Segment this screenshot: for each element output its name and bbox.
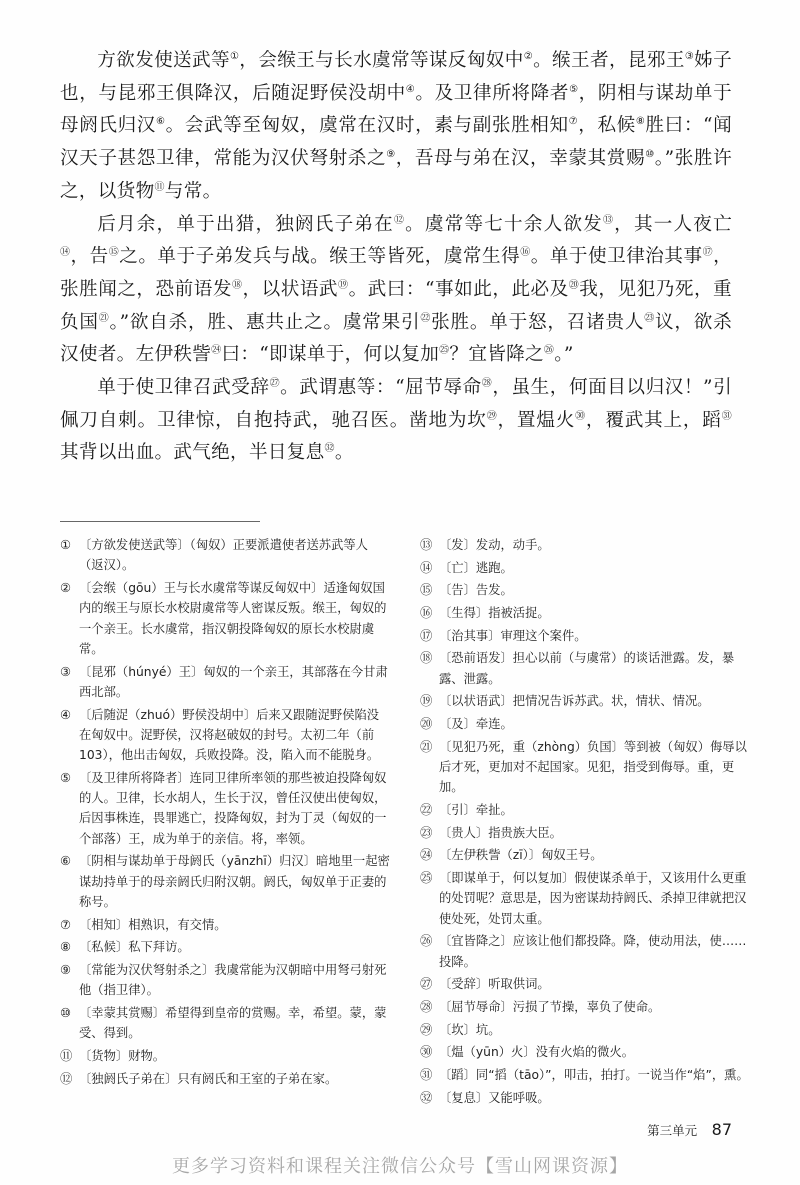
- footnote-text: 〔发〕发动，动手。: [439, 538, 550, 552]
- paragraph-1: [60, 45, 732, 209]
- footnote-text: 〔左伊秩訾（zī）〕匈奴王号。: [439, 848, 603, 863]
- footnote-item: [420, 603, 755, 623]
- footnote-text: 〔见犯乃死，重（zhòng）负国〕等到被（匈奴）侮辱以后才死，更加对不起国家。见犯，指受到侮辱。重，更加。: [439, 739, 747, 795]
- footnote-text: 〔坎〕坑。: [439, 1022, 501, 1037]
- footnote-item: [60, 768, 390, 849]
- footnote-number: ㉖: [420, 934, 433, 949]
- note-reference: ㉕: [439, 345, 450, 357]
- text-segment: 。”张胜许之，以货物: [60, 148, 733, 202]
- footnote-item: [420, 1020, 755, 1040]
- note-reference: ⑪: [154, 181, 165, 193]
- footnote-divider: [60, 521, 260, 522]
- footnote-text: 〔方欲发使送武等〕（匈奴）正要派遣使者送苏武等人（返汉）。: [79, 538, 368, 573]
- text-segment: 。虞常等七十余人欲发: [405, 213, 603, 235]
- footnote-item: [60, 851, 390, 912]
- footnote-item: [420, 1065, 755, 1085]
- footnote-item: [60, 1003, 390, 1044]
- footnote-item: [420, 558, 755, 578]
- note-reference: ②: [523, 50, 534, 62]
- footnote-text: 〔贵人〕指贵族大臣。: [439, 825, 562, 840]
- text-segment: ？宜皆降之: [449, 344, 544, 366]
- footnote-text: 〔生得〕指被活捉。: [439, 606, 550, 621]
- text-segment: 张胜。单于怒，召诸贵人: [431, 311, 645, 333]
- footnote-number: ⑥: [60, 854, 72, 869]
- text-segment: 。及卫律所将降者: [415, 82, 570, 104]
- text-segment: ，张胜闻之，恐前语发: [60, 246, 733, 300]
- footnote-number: ②: [60, 580, 72, 595]
- note-reference: ⑨: [386, 148, 396, 160]
- note-reference: ㉑: [98, 312, 110, 324]
- text-segment: 。会武等至匈奴，虞常在汉时，素与副张胜相知: [165, 115, 569, 137]
- note-reference: ㉗: [269, 377, 281, 389]
- footnote-item: [420, 800, 755, 820]
- text-segment: ，覆武其上，蹈: [585, 409, 722, 431]
- footnote-item: [60, 915, 390, 935]
- text-segment: 后月余，单于出猎，独阏氏子弟在: [97, 213, 394, 235]
- note-reference: ⑤: [569, 83, 579, 95]
- footnote-item: [420, 691, 755, 711]
- text-segment: ，以状语武: [242, 278, 339, 300]
- footnote-item: [420, 868, 755, 929]
- text-segment: ，吾母与弟在汉，幸蒙其赏赐: [395, 148, 646, 170]
- text-segment: 。: [334, 442, 354, 464]
- footnote-number: ㉘: [420, 1000, 433, 1015]
- text-segment: 我，见犯乃死，重负国: [60, 278, 732, 333]
- footnote-text: 〔后随浞（zhuó）野侯没胡中〕后来又跟随浞野侯陷没在匈奴中。浞野侯，汉将赵破奴的封号。太初二年（前103），他出击匈奴，兵败投降。没，陷入而不能脱身。: [79, 707, 380, 763]
- note-reference: ③: [684, 50, 695, 62]
- text-segment: ，虽生，何面目以归汉！”引佩刀自刺。卫律惊，自抱持武，驰召医。凿地为坎: [60, 377, 732, 431]
- footnote-text: 〔及卫律所将降者〕连同卫律所率领的那些被迫投降匈奴的人。卫律，长水胡人，生长于汉，曾任汉使出使匈奴，后因事株连，畏罪逃亡，投降匈奴，封为丁灵（匈奴的一个部落）王，成为单于的亲信。将，率领。: [79, 770, 387, 846]
- main-text: [60, 45, 732, 470]
- text-segment: 胜曰：“闻汉天子甚怨卫律，常能为汉伏弩射杀之: [60, 115, 733, 170]
- footnote-text: 〔及〕牵连。: [439, 717, 513, 732]
- footnote-item: [60, 1046, 390, 1066]
- note-reference: ⑲: [338, 279, 349, 291]
- footnote-text: 〔告〕告发。: [439, 583, 513, 598]
- footnote-text: 〔会缑（gōu）王与长水虞常等谋反匈奴中〕适逢匈奴国内的缑王与原长水校尉虞常等人密谋反叛。缑王，匈奴的一个亲王。长水虞常，指汉朝投降匈奴的原长水校尉虞常。: [79, 580, 387, 656]
- footnote-text: 〔私候〕私下拜访。: [79, 940, 190, 955]
- note-reference: ㉚: [575, 410, 586, 422]
- footnote-text: 〔复息〕又能呼吸。: [439, 1090, 550, 1105]
- footnote-number: ㉜: [420, 1090, 433, 1105]
- footnote-number: ㉔: [420, 848, 433, 863]
- footnote-text: 〔货物〕财物。: [79, 1049, 166, 1064]
- text-segment: ，私候: [578, 115, 636, 137]
- note-reference: ㉔: [211, 345, 222, 357]
- note-reference: ⑯: [520, 247, 531, 259]
- text-segment: 。”欲自杀，胜、惠共止之。虞常果引: [109, 311, 421, 333]
- footnote-number: ④: [60, 707, 72, 722]
- footnote-item: [420, 737, 755, 798]
- note-reference: ⑫: [393, 214, 406, 226]
- footnote-item: [420, 997, 755, 1017]
- footnote-number: ㉑: [420, 739, 433, 754]
- footnote-item: [420, 648, 755, 689]
- unit-label: 第三单元: [647, 1123, 698, 1138]
- footnote-text: 〔常能为汉伏弩射杀之〕我虞常能为汉朝暗中用弩弓射死他（指卫律）。: [79, 963, 387, 998]
- footnote-text: 〔宜皆降之〕应该让他们都投降。降，使动用法，使……投降。: [439, 934, 747, 969]
- footnote-number: ⑯: [420, 606, 433, 621]
- footnote-text: 〔独阏氏子弟在〕只有阏氏和王室的子弟在家。: [79, 1071, 338, 1086]
- text-segment: 曰：“即谋单于，何以复加: [221, 344, 440, 366]
- footnote-number: ①: [60, 538, 72, 552]
- footnote-item: [60, 535, 390, 576]
- footnote-item: [420, 823, 755, 843]
- text-segment: ，告: [70, 246, 109, 268]
- footnote-item: [60, 578, 390, 659]
- text-segment: ，置煴火: [497, 409, 576, 431]
- note-reference: ⑬: [602, 214, 615, 226]
- note-reference: ㉒: [420, 312, 432, 324]
- note-reference: ⑩: [645, 148, 655, 160]
- footnote-item: [420, 931, 755, 972]
- footnote-text: 〔阴相与谋劫单于母阏氏（yānzhī）归汉〕暗地里一起密谋劫持单于的母亲阏氏归附汉朝。阏氏，匈奴单于正妻的称号。: [79, 854, 390, 909]
- note-reference: ④: [405, 83, 416, 95]
- note-reference: ①: [229, 50, 240, 62]
- paragraph-2: [60, 209, 732, 373]
- footnote-number: ⑬: [420, 538, 433, 552]
- note-reference: ⑱: [231, 279, 243, 291]
- page-number: 87: [711, 1120, 732, 1139]
- footnote-number: ⑨: [60, 963, 72, 978]
- footnote-number: ⑪: [60, 1049, 73, 1064]
- text-segment: 单于使卫律召武受辞: [97, 377, 270, 399]
- text-segment: ，会缑王与长水虞常等谋反匈奴中: [239, 50, 524, 71]
- footnote-item: [60, 937, 390, 957]
- note-reference: ㉜: [324, 443, 335, 455]
- footnote-item: [420, 535, 755, 555]
- footnote-text: 〔引〕牵扯。: [439, 803, 513, 818]
- note-reference: ㉛: [721, 410, 733, 422]
- text-segment: 其背以出血。武气绝，半日复息: [60, 442, 325, 464]
- text-segment: 与常。: [164, 180, 222, 202]
- text-segment: 议，欲杀汉使者。左伊秩訾: [60, 311, 732, 366]
- footnote-number: ㉒: [420, 803, 433, 818]
- footnote-item: [60, 1069, 390, 1089]
- watermark-text: 更多学习资料和课程关注微信公众号【雪山网课资源】: [172, 1156, 628, 1177]
- footnote-text: 〔相知〕相熟识，有交情。: [79, 917, 227, 932]
- text-segment: 。武谓惠等：“屈节辱命: [280, 377, 482, 399]
- footnote-text: 〔治其事〕审理这个案件。: [439, 628, 587, 643]
- footnote-number: ⑤: [60, 770, 72, 785]
- footnote-text: 〔蹈〕同“搯（tāo）”，叩击，拍打。一说当作“焰”，熏。: [439, 1068, 749, 1083]
- footnote-item: [420, 845, 755, 865]
- footnote-number: ⑮: [420, 583, 433, 598]
- note-reference: ㉙: [486, 410, 498, 422]
- footnote-number: ③: [60, 664, 72, 679]
- footnote-item: [420, 714, 755, 734]
- footnote-number: ⑧: [60, 940, 72, 955]
- note-reference: ⑮: [108, 247, 120, 259]
- footnote-number: ㉓: [420, 825, 433, 840]
- footnote-text: 〔屈节辱命〕污损了节操，辜负了使命。: [439, 1000, 661, 1015]
- footnote-text: 〔煴（yūn）火〕没有火焰的微火。: [439, 1045, 635, 1060]
- footnote-number: ㉙: [420, 1022, 433, 1037]
- notes-right-column: [420, 535, 755, 1111]
- footnote-number: ⑦: [60, 917, 72, 932]
- footnote-text: 〔昆邪（húnyé）王〕匈奴的一个亲王，其部落在今甘肃西北部。: [79, 664, 388, 699]
- note-reference: ⑥: [155, 116, 166, 128]
- note-reference: ⑰: [702, 247, 714, 259]
- footnote-item: [420, 1042, 755, 1062]
- footnote-item: [60, 960, 390, 1001]
- note-reference: ㉘: [481, 377, 493, 389]
- footnote-number: ⑳: [420, 717, 433, 732]
- text-segment: 之。单于子弟发兵与战。缑王等皆死，虞常生得: [119, 246, 521, 268]
- footnote-text: 〔以状语武〕把情况告诉苏武。状，情状、情况。: [439, 694, 710, 709]
- notes-left-column: [60, 535, 390, 1091]
- text-segment: 。缑王者，昆邪王: [533, 50, 685, 71]
- footnote-number: ⑱: [420, 651, 433, 666]
- note-reference: ⑳: [568, 279, 580, 291]
- footnote-text: 〔幸蒙其赏赐〕希望得到皇帝的赏赐。幸，希望。蒙，蒙受、得到。: [79, 1006, 387, 1041]
- text-segment: ，阴相与谋劫单于母阏氏归汉: [60, 82, 733, 137]
- text-segment: 。单于使卫律治其事: [530, 246, 703, 268]
- footnote-text: 〔受辞〕听取供词。: [439, 977, 550, 992]
- footnote-item: [420, 626, 755, 646]
- note-reference: ⑦: [568, 116, 579, 128]
- footnote-number: ㉗: [420, 977, 433, 992]
- text-segment: 。武曰：“事如此，此必及: [348, 278, 569, 300]
- text-segment: 方欲发使送武等: [97, 50, 230, 71]
- footnote-item: [60, 662, 390, 703]
- footnote-item: [420, 580, 755, 600]
- footnote-number: ㉚: [420, 1045, 433, 1060]
- footnote-item: [420, 974, 755, 994]
- footnote-item: [420, 1088, 755, 1108]
- paragraph-3: [60, 372, 732, 470]
- footnote-number: ㉛: [420, 1068, 433, 1083]
- note-reference: ㉓: [644, 312, 655, 324]
- text-segment: 姊子也，与昆邪王俱降汉，后随浞野侯没胡中: [60, 50, 733, 104]
- footnote-number: ⑭: [420, 560, 433, 575]
- footnote-number: ⑲: [420, 694, 433, 709]
- footnote-text: 〔恐前语发〕担心以前（与虞常）的谈话泄露。发，暴露、泄露。: [439, 651, 735, 686]
- note-reference: ⑭: [60, 247, 71, 259]
- footnote-text: 〔亡〕逃跑。: [439, 560, 513, 575]
- text-segment: 。”: [554, 344, 574, 366]
- text-segment: ，其一人夜亡: [614, 213, 732, 235]
- footnote-number: ⑩: [60, 1006, 72, 1021]
- footnote-number: ⑰: [420, 628, 433, 643]
- footnote-text: 〔即谋单于，何以复加〕假使谋杀单于，又该用什么更重的处罚呢？意思是，因为密谋劫持阏氏、杀掉卫律就把汉使处死，处罚太重。: [439, 871, 747, 926]
- footnote-number: ⑫: [60, 1071, 73, 1086]
- page-footer: [647, 1120, 732, 1139]
- note-reference: ㉖: [543, 345, 555, 357]
- footnote-number: ㉕: [420, 871, 433, 886]
- note-reference: ⑧: [635, 116, 646, 128]
- footnote-item: [60, 705, 390, 766]
